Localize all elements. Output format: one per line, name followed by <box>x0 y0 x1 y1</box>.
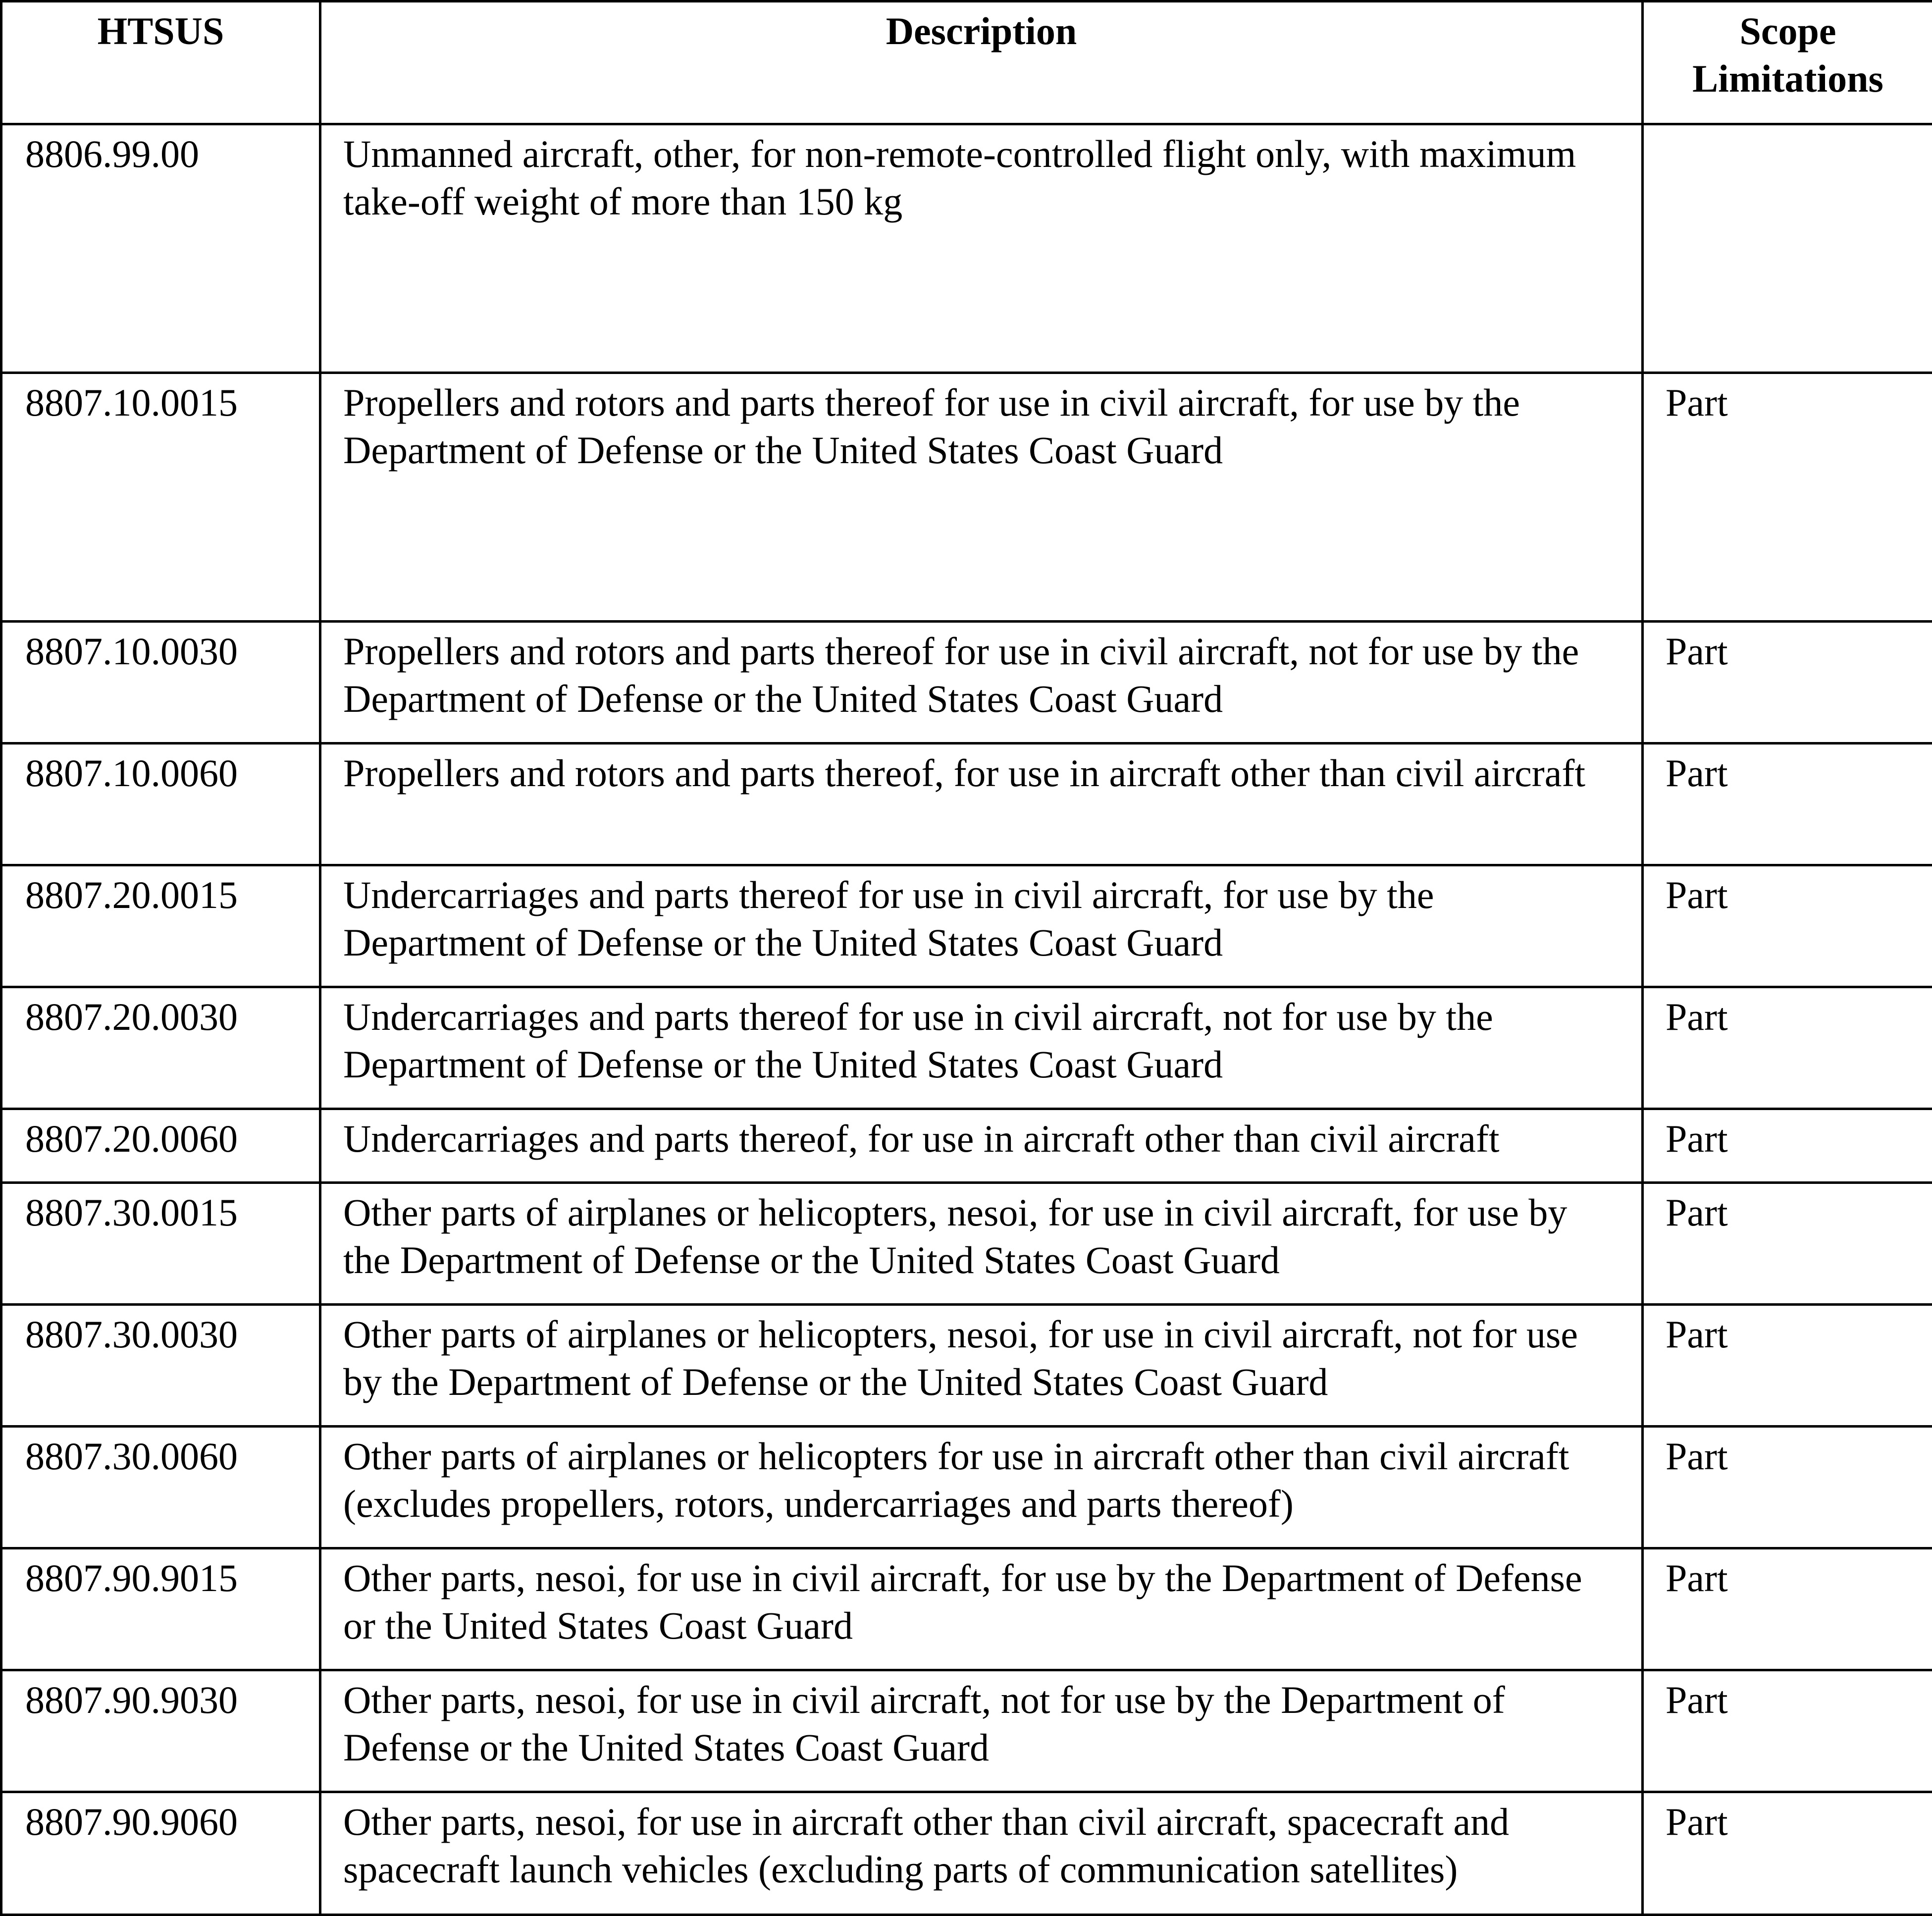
table-row <box>1 1305 1932 1427</box>
htsus-code: 8807.90.9015 <box>1 1548 320 1670</box>
header-row <box>1 1 1932 124</box>
htsus-code: 8807.30.0015 <box>1 1183 320 1305</box>
scope-cell: Part <box>1643 622 1932 744</box>
description-cell: Other parts of airplanes or helicopters, nesoi, for use in civil aircraft, not for use by the Department of Defense or the United States Coast Guard <box>320 1305 1643 1427</box>
description-cell: Undercarriages and parts thereof, for use in aircraft other than civil aircraft <box>320 1109 1643 1183</box>
htsus-code: 8807.20.0015 <box>1 865 320 987</box>
header-description: Description <box>320 1 1643 124</box>
table-row <box>1 1109 1932 1183</box>
table-row <box>1 622 1932 744</box>
description-cell: Other parts, nesoi, for use in civil aircraft, for use by the Department of Defense or the United States Coast Guard <box>320 1548 1643 1670</box>
scope-cell <box>1643 124 1932 373</box>
description-cell: Propellers and rotors and parts thereof for use in civil aircraft, for use by the Department of Defense or the United States Coast Guard <box>320 373 1643 622</box>
description-cell: Undercarriages and parts thereof for use in civil aircraft, for use by the Department of Defense or the United States Coast Guard <box>320 865 1643 987</box>
table-header <box>1 1 1932 124</box>
header-htsus: HTSUS <box>1 1 320 124</box>
table-row <box>1 1670 1932 1792</box>
scope-cell: Part <box>1643 1305 1932 1427</box>
scope-cell: Part <box>1643 1670 1932 1792</box>
htsus-code: 8807.20.0030 <box>1 987 320 1109</box>
table-row <box>1 987 1932 1109</box>
description-cell: Other parts, nesoi, for use in aircraft other than civil aircraft, spacecraft and spacecraft launch vehicles (excluding parts of communication satellites) <box>320 1792 1643 1915</box>
description-cell: Other parts, nesoi, for use in civil aircraft, not for use by the Department of Defense or the United States Coast Guard <box>320 1670 1643 1792</box>
table-row <box>1 1183 1932 1305</box>
htsus-code: 8807.10.0015 <box>1 373 320 622</box>
scope-cell: Part <box>1643 744 1932 865</box>
htsus-code: 8807.90.9030 <box>1 1670 320 1792</box>
table-row <box>1 373 1932 622</box>
description-cell: Other parts of airplanes or helicopters, nesoi, for use in civil aircraft, for use by the Department of Defense or the United States Coast Guard <box>320 1183 1643 1305</box>
htsus-code: 8807.20.0060 <box>1 1109 320 1183</box>
scope-cell: Part <box>1643 1183 1932 1305</box>
table-row <box>1 124 1932 373</box>
htsus-code: 8807.90.9060 <box>1 1792 320 1915</box>
description-cell: Propellers and rotors and parts thereof for use in civil aircraft, not for use by the Department of Defense or the United States Coast Guard <box>320 622 1643 744</box>
description-cell: Unmanned aircraft, other, for non-remote-controlled flight only, with maximum take-off weight of more than 150 kg <box>320 124 1643 373</box>
table-body <box>1 124 1932 1915</box>
table-row <box>1 865 1932 987</box>
scope-cell: Part <box>1643 373 1932 622</box>
scope-cell: Part <box>1643 1427 1932 1548</box>
scope-cell: Part <box>1643 1548 1932 1670</box>
table-row <box>1 1427 1932 1548</box>
table-row <box>1 1792 1932 1915</box>
table-row <box>1 1548 1932 1670</box>
scope-cell: Part <box>1643 865 1932 987</box>
description-cell: Propellers and rotors and parts thereof, for use in aircraft other than civil aircraft <box>320 744 1643 865</box>
htsus-code: 8807.10.0060 <box>1 744 320 865</box>
scope-cell: Part <box>1643 1109 1932 1183</box>
htsus-code: 8807.10.0030 <box>1 622 320 744</box>
htsus-code: 8807.30.0030 <box>1 1305 320 1427</box>
table-row <box>1 744 1932 865</box>
scope-cell: Part <box>1643 987 1932 1109</box>
description-cell: Other parts of airplanes or helicopters for use in aircraft other than civil aircraft (excludes propellers, rotors, undercarriages and parts thereof) <box>320 1427 1643 1548</box>
htsus-code: 8807.30.0060 <box>1 1427 320 1548</box>
description-cell: Undercarriages and parts thereof for use in civil aircraft, not for use by the Department of Defense or the United States Coast Guard <box>320 987 1643 1109</box>
htsus-code: 8806.99.00 <box>1 124 320 373</box>
scope-cell: Part <box>1643 1792 1932 1915</box>
header-scope-limitations: Scope Limitations <box>1643 1 1932 124</box>
